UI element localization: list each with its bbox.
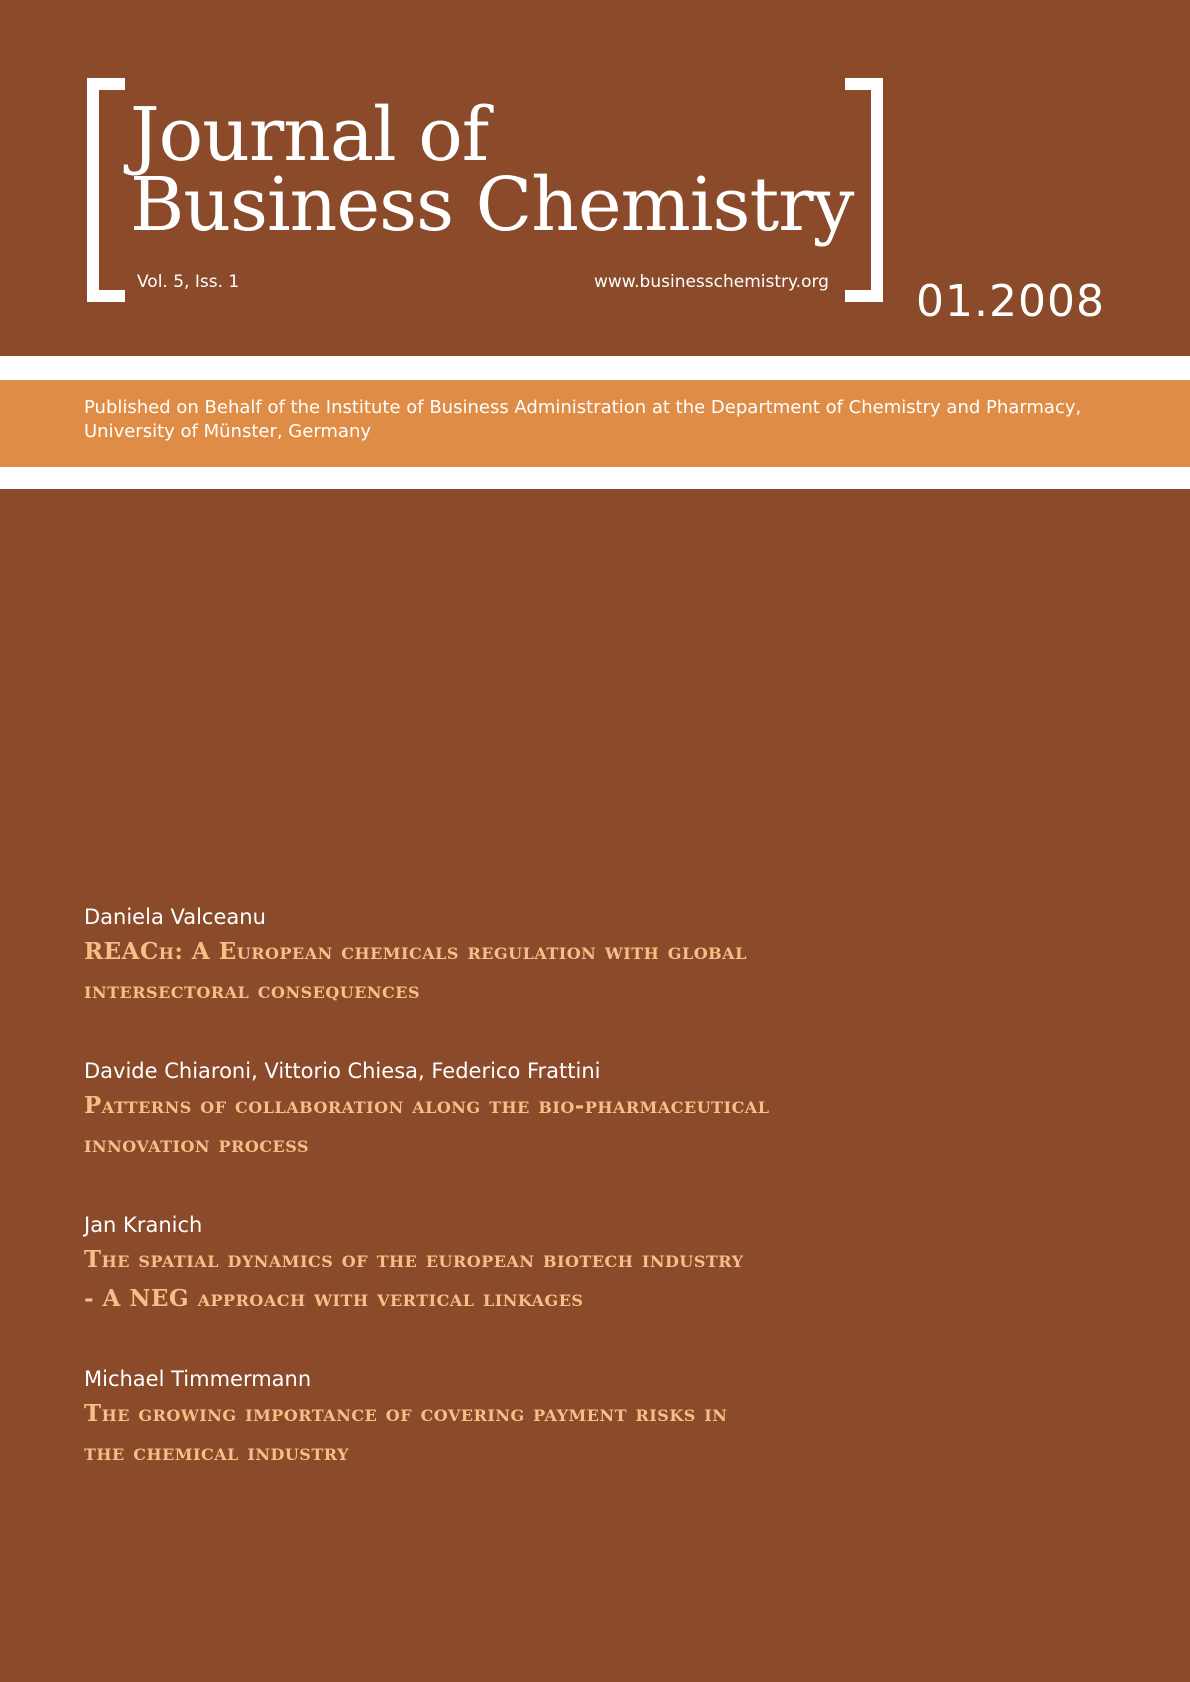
website-url: www.businesschemistry.org: [594, 272, 829, 292]
issue-date: 01.2008: [916, 276, 1105, 327]
article-author: Michael Timmermann: [84, 1367, 312, 1391]
journal-title: [130, 92, 854, 248]
article-entry: [84, 1364, 1084, 1472]
article-title-line1: REACh: A European chemicals regulation with global: [84, 938, 747, 965]
article-entry: [84, 902, 1084, 1010]
issue-info: Vol. 5, Iss. 1: [137, 272, 240, 292]
article-author: Daniela Valceanu: [84, 905, 266, 929]
journal-title-line1: Journal of: [130, 92, 489, 178]
article-title-line1: The growing importance of covering payment risks in: [84, 1400, 728, 1427]
divider-band-bottom: [0, 467, 1190, 489]
article-title-line2: the chemical industry: [84, 1439, 349, 1466]
article-title: [84, 1086, 1084, 1164]
article-author: Jan Kranich: [84, 1213, 203, 1237]
article-title: [84, 1394, 1084, 1472]
article-title-line2: - A NEG approach with vertical linkages: [84, 1285, 584, 1312]
article-entry: [84, 1056, 1084, 1164]
journal-title-line2: Business Chemistry: [130, 162, 854, 248]
divider-band-top: [0, 356, 1190, 380]
masthead: [0, 0, 1190, 356]
article-title-line2: innovation process: [84, 1131, 310, 1158]
article-title-line2: intersectoral consequences: [84, 977, 421, 1004]
article-title: [84, 1240, 1084, 1318]
publisher-note: Published on Behalf of the Institute of Business Administration at the Department of Chemistry and Pharmacy, University of Münster, Germany: [84, 397, 1082, 442]
article-title: [84, 932, 1084, 1010]
left-bracket: [87, 78, 125, 302]
article-title-line1: The spatial dynamics of the european biotech industry: [84, 1246, 744, 1273]
article-entry: [84, 1210, 1084, 1318]
article-title-line1: Patterns of collaboration along the bio-pharmaceutical: [84, 1092, 770, 1119]
article-author: Davide Chiaroni, Vittorio Chiesa, Federico Frattini: [84, 1059, 601, 1083]
